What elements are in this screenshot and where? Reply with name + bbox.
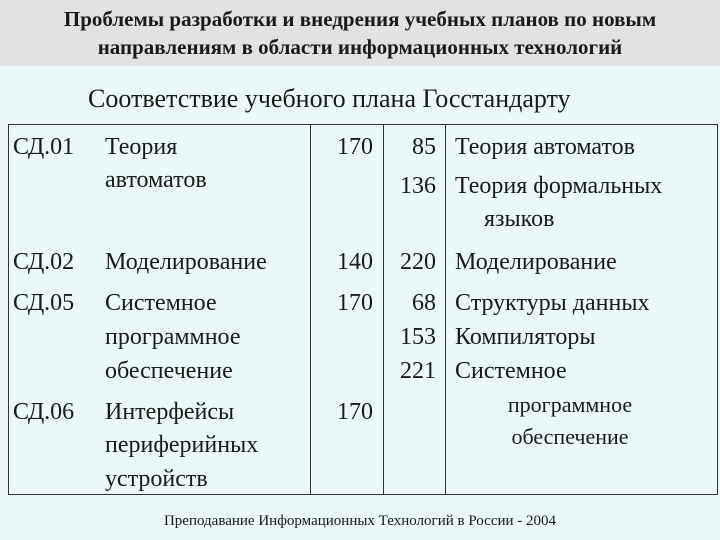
course-name-line: Системное [105, 290, 217, 316]
standard-name-line: обеспечение [511, 424, 629, 449]
course-name-line: устройств [105, 466, 208, 492]
standard-name-line: Моделирование [455, 249, 617, 275]
standard-name-line: Компиляторы [455, 324, 596, 350]
standard-number: 136 [400, 173, 436, 199]
course-name-line: периферийных [105, 432, 259, 458]
course-hours: 140 [337, 249, 373, 275]
standard-name-line: программное [507, 392, 633, 417]
course-name-line: Теория [105, 134, 178, 160]
column-divider [445, 125, 446, 494]
standard-name-line: Структуры данных [455, 290, 650, 316]
title-bar [0, 0, 720, 66]
standard-number: 220 [400, 249, 436, 275]
course-name-line: автоматов [105, 167, 207, 193]
subtitle: Соответствие учебного плана Госстандарту [88, 84, 571, 113]
course-hours: 170 [337, 134, 373, 160]
standard-number: 68 [412, 290, 436, 316]
footer: Преподавание Информационных Технологий в России - 2004 [163, 513, 557, 529]
standard-number: 153 [400, 324, 436, 350]
curriculum-table [8, 124, 718, 495]
standard-number: 221 [400, 358, 436, 384]
course-code: СД.05 [13, 290, 75, 316]
standard-name-line: Теория формальных [455, 173, 663, 199]
standard-name-line: языков [484, 206, 555, 232]
standard-name-line: Системное [455, 358, 567, 384]
course-code: СД.02 [13, 249, 75, 275]
course-name-line: обеспечение [105, 358, 233, 384]
title-line-2: направлениям в области информационных технологий [97, 35, 623, 59]
course-name-line: программное [105, 324, 241, 350]
standard-name-line: Теория автоматов [455, 134, 635, 160]
course-code: СД.01 [13, 134, 75, 160]
title-line-1: Проблемы разработки и внедрения учебных планов по новым [63, 7, 657, 31]
course-code: СД.06 [13, 399, 75, 425]
course-hours: 170 [337, 399, 373, 425]
standard-number: 85 [412, 134, 436, 160]
course-hours: 170 [337, 290, 373, 316]
course-name-line: Интерфейсы [105, 399, 235, 425]
course-name-line: Моделирование [105, 249, 267, 275]
